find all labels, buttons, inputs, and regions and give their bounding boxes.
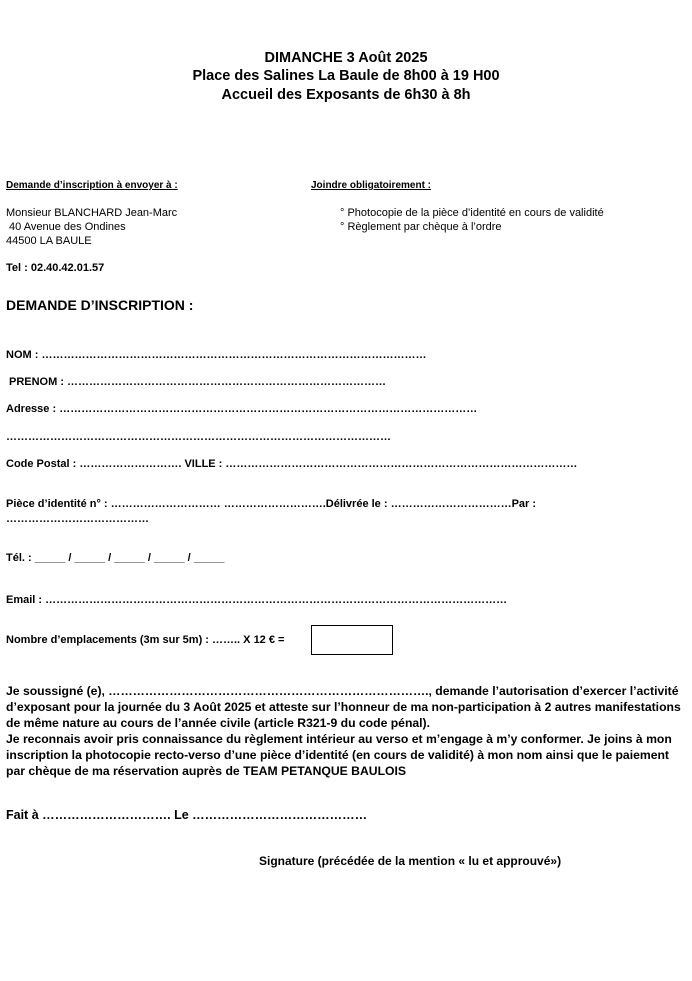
tel-field[interactable]: Tél. : _____ / _____ / _____ / _____ / _____ bbox=[6, 552, 225, 564]
declaration-paragraph-1: Je soussigné (e), ……………………………………………………………………., demande l’autorisation d’exercer l’activité d’exposant pour la journée du 3 Août 2025 et atteste sur l’honneur de ma non-participation à 2 autres manifestations de même nature au cours de l’année civile (article R321-9 du code pénal). bbox=[6, 684, 681, 730]
fait-a-le-field[interactable]: Fait à …………………………. Le …………………………………… bbox=[6, 808, 368, 822]
form-title: DEMANDE D’INSCRIPTION : bbox=[6, 297, 194, 313]
emplacements-field[interactable]: Nombre d’emplacements (3m sur 5m) : …….. X 12 € = bbox=[6, 634, 285, 646]
piece-identite-field[interactable]: Pièce d’identité n° : ………………………… ……………………….Délivrée le : ……………………………Par : bbox=[6, 498, 537, 510]
piece-identite-line2[interactable]: ………………………………… bbox=[6, 513, 149, 525]
event-date: DIMANCHE 3 Août 2025 bbox=[264, 50, 428, 66]
email-field[interactable]: Email : ……………………………………………………………………………………………………………… bbox=[6, 594, 508, 606]
send-to-name: Monsieur BLANCHARD Jean-Marc bbox=[6, 207, 178, 219]
prenom-field[interactable]: PRENOM : …………………………………………………………………………… bbox=[9, 376, 387, 388]
send-to-tel: Tel : 02.40.42.01.57 bbox=[6, 262, 105, 274]
attach-item-id: ° Photocopie de la pièce d’identité en cours de validité bbox=[340, 207, 604, 219]
adresse-field[interactable]: Adresse : …………………………………………………………………………………………………… bbox=[6, 403, 478, 415]
attach-item-payment: ° Règlement par chèque à l’ordre bbox=[340, 221, 502, 233]
total-amount-box[interactable] bbox=[311, 625, 393, 655]
event-place: Place des Salines La Baule de 8h00 à 19 H00 bbox=[192, 68, 500, 84]
adresse-line2-field[interactable]: …………………………………………………………………………………………… bbox=[6, 431, 391, 443]
send-to-city: 44500 LA BAULE bbox=[6, 235, 92, 247]
declaration-paragraph-2: Je reconnais avoir pris connaissance du règlement intérieur au verso et m’engage à m’y conformer. Je joins à mon inscription la photocopie recto-verso d’une pièce d’identité (en cours de validité) à mon nom ainsi que le paiement par chèque de ma réservation auprès de TEAM PETANQUE BAULOIS bbox=[6, 732, 672, 778]
exhibitor-reception: Accueil des Exposants de 6h30 à 8h bbox=[221, 87, 471, 103]
signature-label: Signature (précédée de la mention « lu et approuvé») bbox=[259, 854, 562, 868]
code-postal-ville-field[interactable]: Code Postal : ………………………. VILLE : …………………………………………………………………………………… bbox=[6, 458, 578, 470]
attach-heading: Joindre obligatoirement : bbox=[311, 180, 432, 191]
send-to-heading: Demande d’inscription à envoyer à : bbox=[6, 180, 178, 191]
send-to-street: 40 Avenue des Ondines bbox=[6, 221, 126, 233]
nom-field[interactable]: NOM : …………………………………………………………………………………………… bbox=[6, 349, 427, 361]
